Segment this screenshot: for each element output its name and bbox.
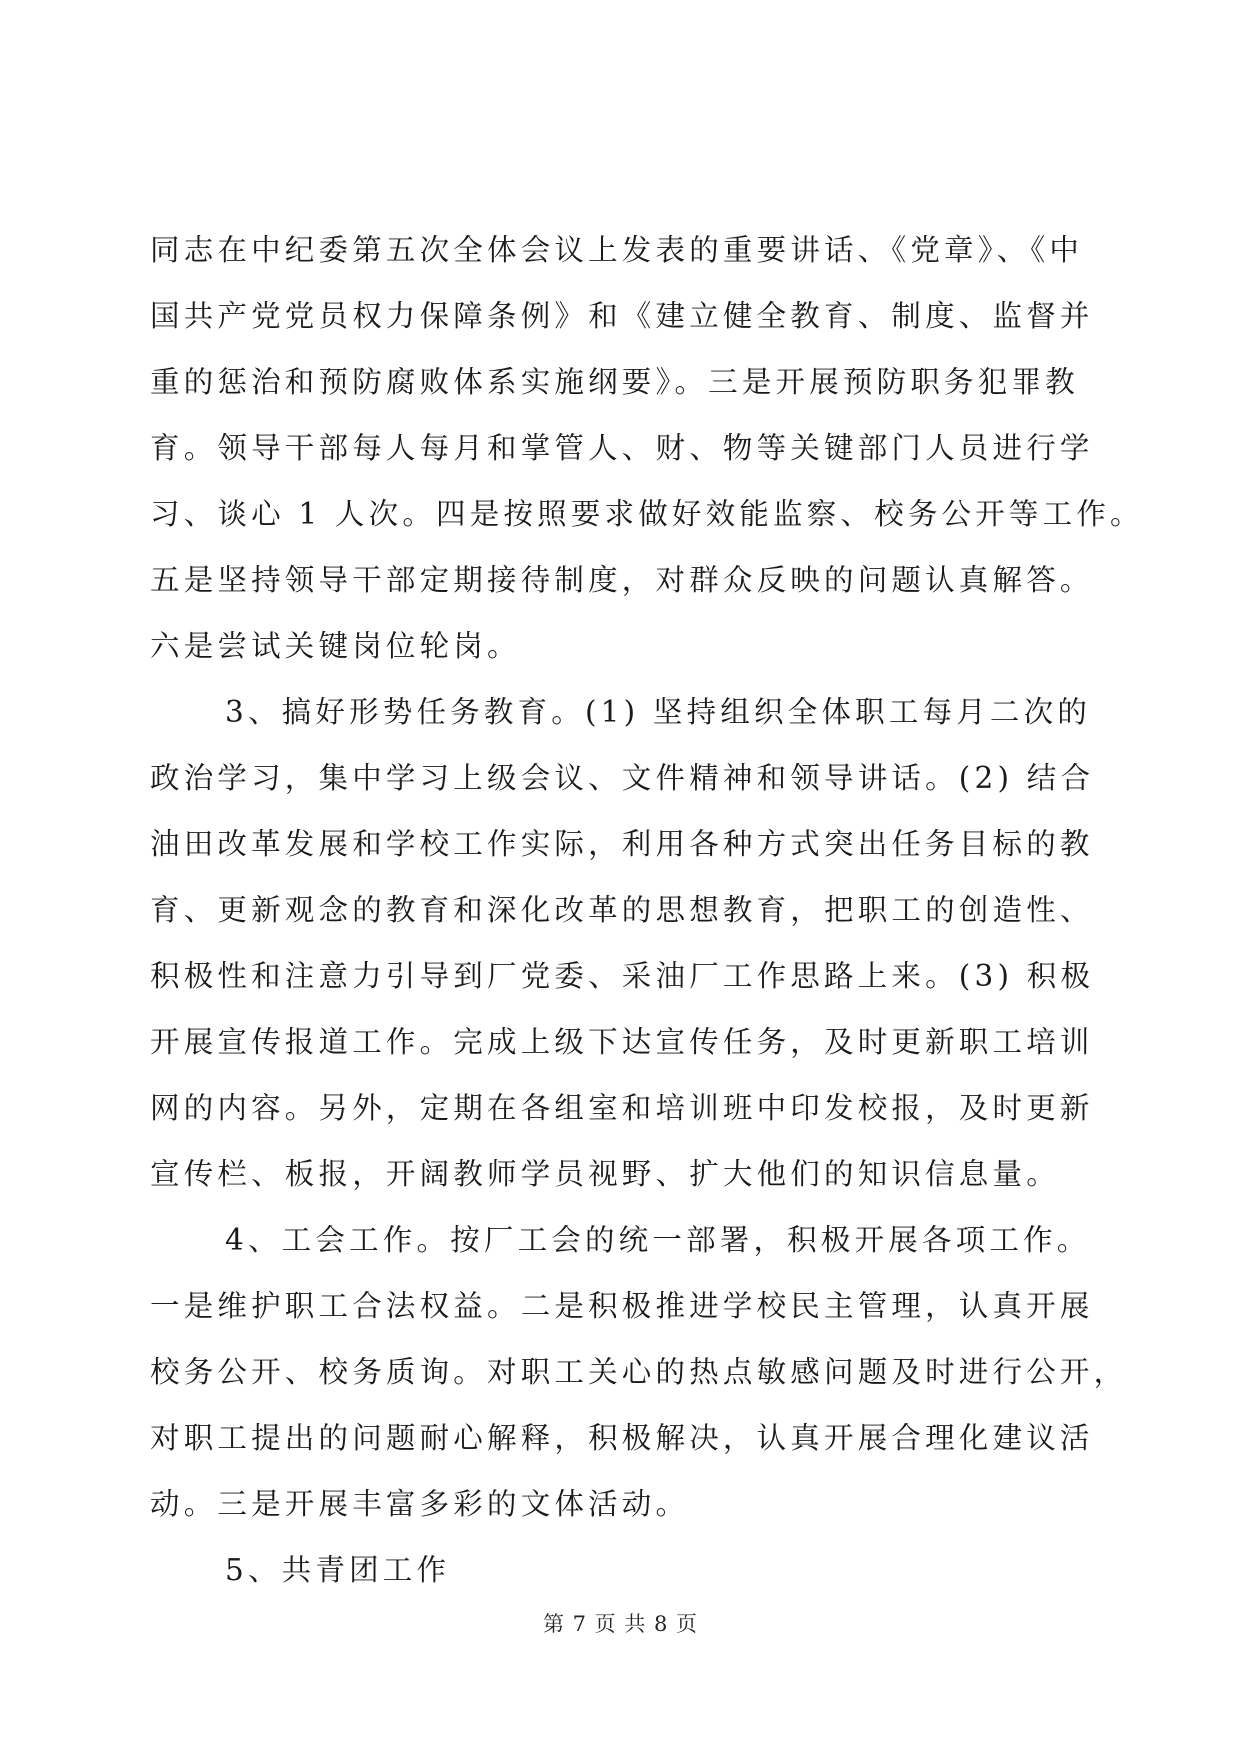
body-line: 开展宣传报道工作。完成上级下达宣传任务，及时更新职工培训	[150, 1025, 1094, 1059]
body-line: 一是维护职工合法权益。二是积极推进学校民主管理，认真开展	[150, 1289, 1094, 1323]
body-line: 积极性和注意力引导到厂党委、采油厂工作思路上来。(3) 积极	[150, 959, 1095, 993]
body-line: 育、更新观念的教育和深化改革的思想教育，把职工的创造性、	[150, 893, 1094, 927]
body-line: 宣传栏、板报，开阔教师学员视野、扩大他们的知识信息量。	[150, 1157, 1060, 1191]
body-line: 重的惩治和预防腐败体系实施纲要》。三是开展预防职务犯罪教	[150, 365, 1079, 399]
body-line: 育。领导干部每人每月和掌管人、财、物等关键部门人员进行学	[150, 431, 1094, 465]
body-line: 校务公开、校务质询。对职工关心的热点敏感问题及时进行公开，	[150, 1355, 1128, 1389]
body-line: 3、搞好形势任务教育。(1) 坚持组织全体职工每月二次的	[225, 695, 1092, 729]
body-line: 国共产党党员权力保障条例》和《建立健全教育、制度、监督并	[150, 299, 1094, 333]
body-line: 网的内容。另外，定期在各组室和培训班中印发校报，及时更新	[150, 1091, 1094, 1125]
body-line: 习、谈心 1 人次。四是按照要求做好效能监察、校务公开等工作。	[150, 497, 1144, 531]
page-number-footer: 第 7 页 共 8 页	[542, 1612, 699, 1636]
body-line: 六是尝试关键岗位轮岗。	[150, 629, 521, 663]
body-line: 五是坚持领导干部定期接待制度，对群众反映的问题认真解答。	[150, 563, 1094, 597]
body-line: 动。三是开展丰富多彩的文体活动。	[150, 1487, 690, 1521]
body-line: 油田改革发展和学校工作实际，利用各种方式突出任务目标的教	[150, 827, 1094, 861]
body-line: 对职工提出的问题耐心解释，积极解决，认真开展合理化建议活	[150, 1421, 1094, 1455]
body-line: 4、工会工作。按厂工会的统一部署，积极开展各项工作。	[225, 1223, 1091, 1257]
body-line: 同志在中纪委第五次全体会议上发表的重要讲话、《党章》、《中	[150, 233, 1084, 267]
section-heading: 5、共青团工作	[225, 1553, 451, 1587]
body-line: 政治学习，集中学习上级会议、文件精神和领导讲话。(2) 结合	[150, 761, 1095, 795]
